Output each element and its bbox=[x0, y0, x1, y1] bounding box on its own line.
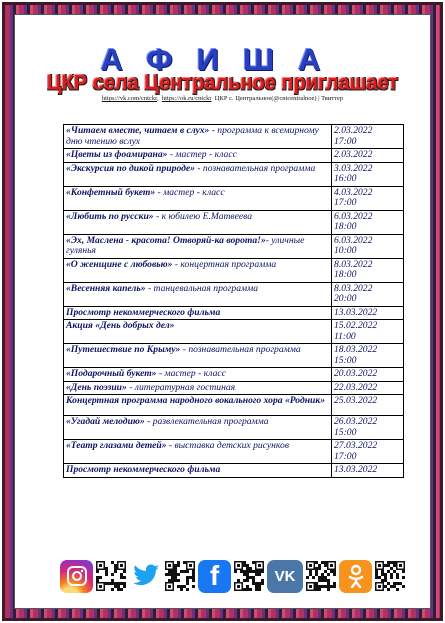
event-title-cell bbox=[64, 125, 332, 149]
event-time: 17:00 bbox=[334, 450, 357, 462]
facebook-icon[interactable]: f bbox=[198, 560, 231, 593]
event-row bbox=[64, 464, 404, 478]
event-date-cell bbox=[332, 395, 404, 416]
events-table bbox=[63, 124, 404, 478]
event-date-cell bbox=[332, 234, 404, 258]
twitter-icon[interactable] bbox=[129, 560, 162, 593]
event-date: 13.03.2022 bbox=[334, 464, 378, 475]
event-row bbox=[64, 381, 404, 395]
event-date-cell bbox=[332, 416, 404, 440]
event-name: Просмотр некоммерческого фильма bbox=[66, 464, 221, 475]
event-row bbox=[64, 368, 404, 382]
event-date: 6.03.2022 bbox=[334, 210, 373, 222]
event-date: 22.03.2022 bbox=[334, 381, 378, 393]
event-name: «Угадай мелодию» bbox=[66, 416, 145, 427]
event-row bbox=[64, 186, 404, 210]
event-date: 25.03.2022 bbox=[334, 395, 378, 406]
event-description: - уличные гулянья bbox=[66, 234, 305, 256]
social-footer bbox=[60, 558, 412, 594]
event-description: - познавательная программа bbox=[194, 162, 316, 174]
event-name: «Экскурсия по дикой природе» bbox=[66, 162, 195, 174]
event-title-cell bbox=[64, 258, 332, 282]
event-time: 18:00 bbox=[334, 269, 357, 280]
event-time: 10:00 bbox=[334, 245, 357, 256]
event-description: - познавательная программа bbox=[180, 344, 301, 355]
event-row bbox=[64, 306, 404, 320]
event-date-cell bbox=[332, 125, 404, 149]
event-title-cell bbox=[64, 306, 332, 320]
event-name: «Театр глазами детей» bbox=[66, 440, 167, 451]
vk-link[interactable]: https://vk.com/cntckr bbox=[101, 95, 158, 102]
event-date-cell bbox=[332, 368, 404, 382]
event-date-cell bbox=[332, 464, 404, 478]
event-date: 4.03.2022 bbox=[334, 186, 373, 198]
qr-code-icon bbox=[165, 561, 195, 591]
event-name: «Любить по русски» bbox=[66, 210, 154, 222]
event-date: 15.02.2022 bbox=[334, 320, 378, 331]
event-description: - мастер - класс bbox=[167, 149, 237, 160]
qr-code-icon bbox=[234, 561, 264, 591]
event-title-cell bbox=[64, 368, 332, 382]
event-time: 17:00 bbox=[334, 135, 357, 147]
event-date: 18.03.2022 bbox=[334, 344, 378, 355]
event-row bbox=[64, 320, 404, 344]
event-row bbox=[64, 344, 404, 368]
event-description: - танцевальная программа bbox=[145, 282, 259, 294]
event-date-cell bbox=[332, 210, 404, 234]
event-name: Концертная программа народного вокального хора «Родник» bbox=[66, 395, 326, 406]
event-row bbox=[64, 282, 404, 306]
event-title-cell bbox=[64, 282, 332, 306]
event-date: 27.03.2022 bbox=[334, 440, 378, 451]
event-description: - мастер - класс bbox=[155, 186, 225, 198]
event-name: «Цветы из фоамирана» bbox=[66, 149, 168, 160]
event-description: - программа к всемирному дню чтению вслух bbox=[66, 125, 319, 147]
event-date: 6.03.2022 bbox=[334, 234, 373, 246]
poster-subtitle: ЦКР села Центральное приглашает bbox=[46, 71, 399, 95]
event-date: 13.03.2022 bbox=[334, 306, 378, 318]
event-description: - развлекательная программа bbox=[144, 416, 269, 427]
event-title-cell bbox=[64, 234, 332, 258]
event-date-cell bbox=[332, 344, 404, 368]
event-title-cell bbox=[64, 162, 332, 186]
event-title-cell bbox=[64, 440, 332, 464]
event-time: 18:00 bbox=[334, 221, 357, 232]
odnoklassniki-icon[interactable] bbox=[339, 560, 372, 593]
event-time: 15:00 bbox=[334, 354, 357, 366]
event-date-cell bbox=[332, 162, 404, 186]
event-date-cell bbox=[332, 258, 404, 282]
event-time: 11:00 bbox=[334, 330, 356, 342]
event-title-cell bbox=[64, 149, 332, 163]
event-name: «Эх, Масленa - красота! Отворяй-ка ворота!» bbox=[66, 234, 266, 246]
event-title-cell bbox=[64, 381, 332, 395]
event-row bbox=[64, 258, 404, 282]
event-date-cell bbox=[332, 186, 404, 210]
event-title-cell bbox=[64, 210, 332, 234]
event-date-cell bbox=[332, 306, 404, 320]
event-name: «О женщине с любовью» bbox=[66, 258, 173, 270]
event-name: «Путешествие по Крыму» bbox=[66, 344, 181, 355]
event-row bbox=[64, 234, 404, 258]
event-description: - к юбилею Е.Матвеева bbox=[153, 210, 253, 222]
event-date-cell bbox=[332, 320, 404, 344]
social-links-line: https://vk.com/cntckr, https://ok.ru/cntckr ЦКР с. Центральное(@cntcentralnoe) | Твиттер bbox=[101, 95, 344, 102]
event-row bbox=[64, 440, 404, 464]
event-title-cell bbox=[64, 416, 332, 440]
event-description: - мастер - класс bbox=[156, 368, 226, 379]
event-date: 20.03.2022 bbox=[334, 368, 378, 379]
event-name: Акция «День добрых дел» bbox=[66, 320, 175, 331]
event-date: 8.03.2022 bbox=[334, 258, 373, 270]
event-title-cell bbox=[64, 186, 332, 210]
event-date: 3.03.2022 bbox=[334, 162, 373, 174]
poster-title: АФИША bbox=[100, 42, 345, 77]
event-time: 17:00 bbox=[334, 197, 357, 208]
event-row bbox=[64, 149, 404, 163]
event-title-cell bbox=[64, 344, 332, 368]
event-name: «Читаем вместе, читаем в слух» bbox=[66, 125, 210, 136]
event-date-cell bbox=[332, 381, 404, 395]
event-title-cell bbox=[64, 464, 332, 478]
event-name: «День поэзии» bbox=[66, 381, 127, 393]
qr-code-icon bbox=[96, 561, 126, 591]
event-row bbox=[64, 210, 404, 234]
event-description: - литературная гостиная bbox=[126, 381, 236, 393]
event-date: 2.03.2022 bbox=[334, 125, 373, 136]
event-title-cell bbox=[64, 320, 332, 344]
event-row bbox=[64, 395, 404, 416]
event-name: Просмотр некоммерческого фильма bbox=[66, 306, 221, 318]
event-name: «Подарочный букет» bbox=[66, 368, 157, 379]
event-date-cell bbox=[332, 282, 404, 306]
event-date: 2.03.2022 bbox=[334, 149, 373, 160]
vk-icon[interactable]: VK bbox=[267, 560, 303, 593]
event-date-cell bbox=[332, 149, 404, 163]
event-date: 8.03.2022 bbox=[334, 282, 373, 294]
event-time: 15:00 bbox=[334, 426, 357, 438]
event-row bbox=[64, 162, 404, 186]
event-row bbox=[64, 125, 404, 149]
ok-link[interactable]: https://ok.ru/cntckr bbox=[161, 95, 212, 102]
instagram-icon[interactable] bbox=[60, 560, 93, 593]
event-name: «Весенняя капель» bbox=[66, 282, 146, 294]
event-row bbox=[64, 416, 404, 440]
qr-code-icon bbox=[306, 561, 336, 591]
event-date-cell bbox=[332, 440, 404, 464]
qr-code-icon bbox=[375, 561, 405, 591]
event-title-cell bbox=[64, 395, 332, 416]
event-description: - выставка детских рисунков bbox=[166, 440, 289, 451]
event-description: - концертная программа bbox=[172, 258, 277, 270]
event-time: 16:00 bbox=[334, 173, 357, 184]
event-date: 26.03.2022 bbox=[334, 416, 378, 427]
event-name: «Конфетный букет» bbox=[66, 186, 156, 198]
twitter-handle: ЦКР с. Центральное(@cntcentralnoe) | Твиттер bbox=[214, 95, 344, 102]
event-time: 20:00 bbox=[334, 293, 357, 304]
